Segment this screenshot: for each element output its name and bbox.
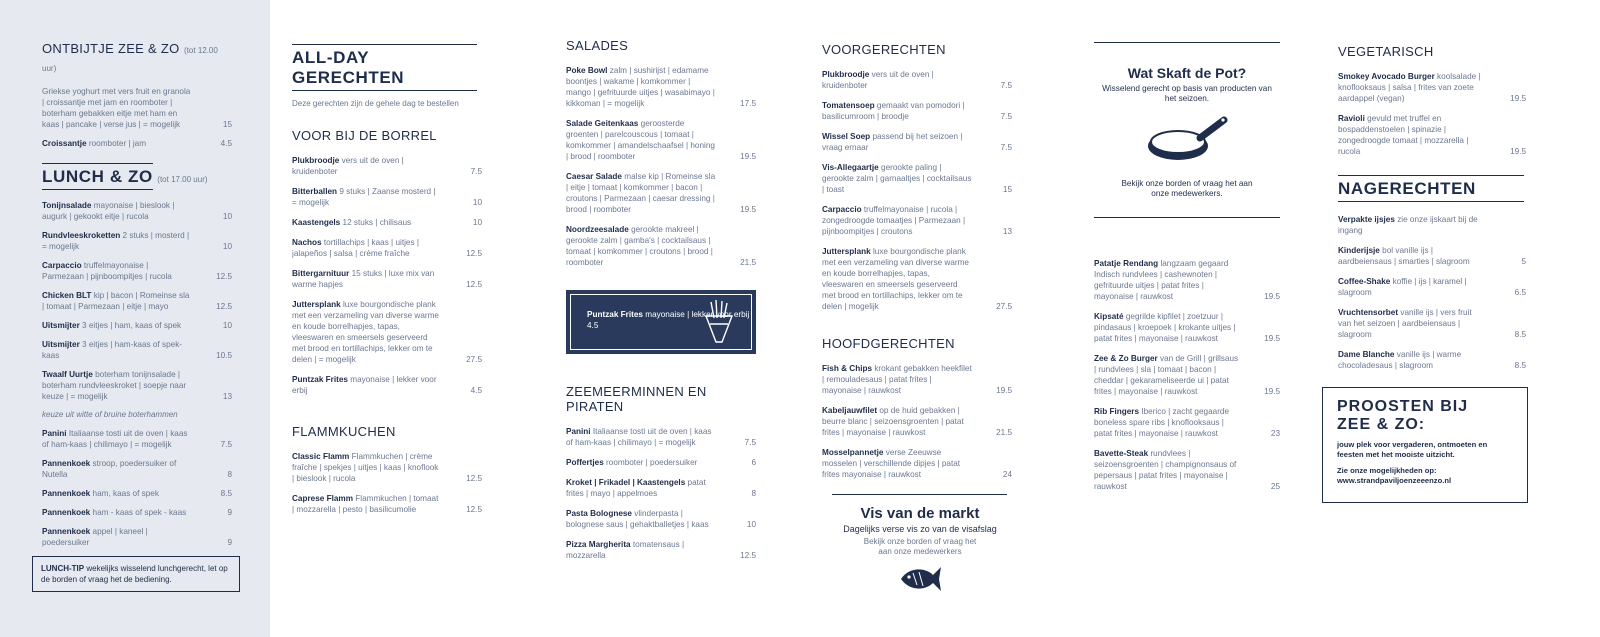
menu-item xyxy=(566,477,756,499)
column-all-day xyxy=(292,44,482,524)
menu-item-name: Vis-Allegaartje xyxy=(822,163,879,172)
menu-item xyxy=(566,426,756,448)
menu-item-price: 19.5 xyxy=(740,205,756,214)
menu-item xyxy=(42,290,232,312)
desserts-list xyxy=(1338,214,1526,371)
menu-item-name: Wissel Soep xyxy=(822,132,871,141)
menu-item-price: 7.5 xyxy=(1000,81,1012,90)
menu-item-price: 6.5 xyxy=(1514,288,1526,297)
desserts-title: NAGERECHTEN xyxy=(1338,175,1524,202)
lunch-title: LUNCH & ZO xyxy=(42,163,153,190)
menu-item-price: 23 xyxy=(1270,429,1280,438)
lunch-tip-box xyxy=(32,556,240,592)
menu-item-price: 8 xyxy=(751,489,756,498)
menu-item-name: Pasta Bolognese xyxy=(566,509,632,518)
menu-item-price: 12.5 xyxy=(466,474,482,483)
menu-item xyxy=(42,320,232,331)
lunch-subtitle: (tot 17.00 uur) xyxy=(157,175,208,184)
breakfast-title: ONTBIJTJE ZEE & ZO xyxy=(42,41,180,56)
menu-item-name: Verpakte ijsjes xyxy=(1338,215,1395,224)
menu-item-price: 12.5 xyxy=(466,249,482,258)
menu-item-description: gegrilde kipfilet | zoetzuur | pindasaus | kroepoek | krokante uitjes | patat frites | mayonaise | rauwkost xyxy=(1094,312,1236,343)
menu-item xyxy=(292,268,482,290)
menu-item xyxy=(292,186,482,208)
fries-promo xyxy=(566,290,756,354)
menu-item-name: Patatje Rendang xyxy=(1094,259,1159,268)
menu-item-price: 13 xyxy=(222,392,232,401)
menu-item-description: roomboter | poedersuiker xyxy=(606,458,698,467)
fish-divider xyxy=(832,494,1007,495)
menu-item-price: 15 xyxy=(1002,185,1012,194)
pot-text: Bekijk onze borden of vraag het aan onze medewerkers. xyxy=(1121,179,1253,198)
menu-item xyxy=(292,155,482,177)
menu-item-description: verse Zeeuwse mosselen | verschillende dipjes | patat frites mayonaise | rauwkost xyxy=(822,448,961,479)
fries-cone-icon xyxy=(702,298,736,346)
borrel-list xyxy=(292,155,482,396)
menu-item-price: 19.5 xyxy=(1264,387,1280,396)
menu-item-description: Flammkuchen | crème fraîche | spekjes | uitjes | kaas | knoflook | bieslook | rucola xyxy=(292,452,439,483)
menu-item-description: luxe bourgondische plank met een verzameling van diverse warme en koude borrelhapjes, tapas, vleeswaren en smeersels geserveerd met brood en tortillachips, lekker om te delen | = mogelijk xyxy=(292,300,439,364)
starters-list xyxy=(822,69,1012,312)
menu-item xyxy=(292,217,482,228)
menu-item-description: op de huid gebakken | beurre blanc | seizoensgroenten | patat frites | mayonaise | rauwkost xyxy=(822,406,964,437)
menu-item-description: gemaakt van pomodori | basilicumroom | broodje xyxy=(822,101,965,121)
menu-item xyxy=(1338,307,1526,340)
menu-item xyxy=(42,230,232,252)
frying-pan-icon xyxy=(1142,108,1232,170)
menu-item-description: stroop, poedersuiker of Nutella xyxy=(42,459,177,479)
menu-item-price: 8.5 xyxy=(1514,330,1526,339)
lunch-list xyxy=(42,200,232,402)
menu-item-price: 21.5 xyxy=(996,428,1012,437)
proosten-url: www.strandpaviljoenzeeenzo.nl xyxy=(1337,476,1452,485)
menu-item xyxy=(822,447,1012,480)
menu-item-name: Classic Flamm xyxy=(292,452,350,461)
menu-item-suffix: = mogelijk xyxy=(140,120,181,129)
menu-item-description: Iberico | zacht gegaarde boneless spare ribs | knoflooksaus | patat frites | mayonaise | rauwkost xyxy=(1094,407,1230,438)
menu-item-name: Bavette-Steak xyxy=(1094,449,1149,458)
menu-item-price: 17.5 xyxy=(740,99,756,108)
vegetarian-list xyxy=(1338,71,1526,157)
menu-item-name: Twaalf Uurtje xyxy=(42,370,93,379)
menu-item-price: 10.5 xyxy=(216,351,232,360)
menu-item xyxy=(1338,113,1526,157)
menu-item-price: 12.5 xyxy=(740,551,756,560)
menu-item-price: 19.5 xyxy=(740,152,756,161)
menu-item-name: Dame Blanche xyxy=(1338,350,1395,359)
menu-item-name: Juttersplank xyxy=(822,247,871,256)
menu-item-name: Pannenkoek xyxy=(42,459,91,468)
menu-item xyxy=(42,488,232,499)
col5-mains-list xyxy=(1094,258,1280,492)
menu-item-price: 15 xyxy=(222,120,232,129)
menu-item-price: 12.5 xyxy=(216,302,232,311)
menu-item xyxy=(566,457,756,468)
breakfast-subtitle: (tot 12.00 uur) xyxy=(42,46,218,73)
menu-item-price: 12.5 xyxy=(466,505,482,514)
menu-item-name: Pannenkoek xyxy=(42,489,91,498)
menu-item xyxy=(566,118,756,162)
salads-title: SALADES xyxy=(566,38,629,53)
lunch-list-2 xyxy=(42,428,232,548)
menu-item-price: 25 xyxy=(1270,482,1280,491)
pot-block xyxy=(1094,43,1280,199)
menu-item-name: Puntzak Frites xyxy=(292,375,348,384)
menu-item xyxy=(292,451,482,484)
all-day-intro: Deze gerechten zijn de gehele dag te bestellen xyxy=(292,99,459,108)
menu-item-name: Kipsaté xyxy=(1094,312,1124,321)
menu-item-name: Plukbroodje xyxy=(292,156,340,165)
column-pot-mains xyxy=(1094,42,1280,501)
menu-item-name: Bitterballen xyxy=(292,187,338,196)
menu-item-name: Tomatensoep xyxy=(822,101,875,110)
menu-item-description: 2 stuks | mosterd | = mogelijk xyxy=(42,231,190,251)
menu-item xyxy=(1338,71,1526,104)
menu-item-name: Coffee-Shake xyxy=(1338,277,1391,286)
proosten-box xyxy=(1322,387,1528,503)
menu-item-description: Flammkuchen | tomaat | mozzarella | pesto | basilicumolie xyxy=(292,494,439,514)
menu-item-description: vers uit de oven | kruidenboter xyxy=(822,70,934,90)
menu-item-name: Kaastengels xyxy=(292,218,341,227)
proosten-title-1: PROOSTEN BIJ xyxy=(1337,398,1469,415)
flammkuchen-list xyxy=(292,451,482,515)
menu-item xyxy=(566,539,756,561)
menu-item-description: mayonaise | bieslook | augurk | gekookt eitje | rucola xyxy=(42,201,175,221)
menu-item-price: 5 xyxy=(1521,257,1526,266)
menu-item-price: 7.5 xyxy=(470,167,482,176)
fish-icon xyxy=(895,561,945,597)
menu-item xyxy=(292,299,482,365)
menu-item-description: koolsalade | knoflooksaus | salsa | frites van zoete aardappel (vegan) xyxy=(1338,72,1481,103)
menu-item xyxy=(1094,448,1280,492)
column-breakfast-lunch xyxy=(42,40,232,592)
menu-item-price: 6 xyxy=(751,458,756,467)
menu-item-description: luxe bourgondische plank met een verzameling van diverse warme en koude borrelhapjes, tapas, vleeswaren en smeersels geserveerd met brood en tortillachips, lekker om te delen | mogelijk xyxy=(822,247,969,311)
menu-item xyxy=(1338,349,1526,371)
menu-item xyxy=(822,69,1012,91)
menu-item-name: Caprese Flamm xyxy=(292,494,353,503)
menu-item-name: Noordzeesalade xyxy=(566,225,629,234)
menu-item-description: tomatensaus | mozzarella xyxy=(566,540,685,560)
kids-list xyxy=(566,426,756,561)
menu-item-name: Uitsmijter xyxy=(42,340,80,349)
menu-item-description: 9 stuks | Zaanse mosterd | = mogelijk xyxy=(292,187,436,207)
menu-item-name: Fish & Chips xyxy=(822,364,873,373)
lunch-heading xyxy=(42,163,232,190)
menu-item-name: Smokey Avocado Burger xyxy=(1338,72,1435,81)
menu-item xyxy=(42,369,232,402)
menu-item-price: 21.5 xyxy=(740,258,756,267)
lunch-tip-text: wekelijks wisselend lunchgerecht, let op de borden of vraag het de bediening. xyxy=(41,564,228,584)
breakfast-list xyxy=(42,86,232,149)
menu-item-price: 9 xyxy=(227,508,232,517)
menu-item-price: 8.5 xyxy=(220,489,232,498)
menu-item xyxy=(42,526,232,548)
menu-item-price: 7.5 xyxy=(1000,112,1012,121)
menu-item-description: tortillachips | kaas | uitjes | jalapeños | salsa | crème fraîche xyxy=(292,238,419,258)
all-day-title: ALL-DAY GERECHTEN xyxy=(292,44,477,91)
menu-item-description: zalm | sushirijst | edamame boontjes | wakame | komkommer | mango | gefrituurde uitjes | wasabimayo | kikkoman | = mogelijk xyxy=(566,66,715,108)
menu-item-description: koffie | ijs | karamel | slagroom xyxy=(1338,277,1467,297)
menu-item-description: patat frites | mayo | appelmoes xyxy=(566,478,706,498)
menu-item xyxy=(822,363,1012,396)
menu-item xyxy=(292,493,482,515)
menu-item xyxy=(42,458,232,480)
menu-item-name: Zee & Zo Burger xyxy=(1094,354,1158,363)
menu-item-name: Caesar Salade xyxy=(566,172,622,181)
menu-item-description: 15 stuks | luxe mix van warme hapjes xyxy=(292,269,435,289)
menu-item xyxy=(822,131,1012,153)
menu-item-description: 3 eitjes | ham, kaas of spek xyxy=(82,321,182,330)
menu-item-price: 7.5 xyxy=(744,438,756,447)
menu-item-price: 19.5 xyxy=(1510,147,1526,156)
menu-item-price: 10 xyxy=(472,218,482,227)
salads-list xyxy=(566,65,756,268)
menu-item-name: Carpaccio xyxy=(42,261,82,270)
menu-item-description: Italiaanse tosti uit de oven | kaas of ham-kaas | chilimayo | = mogelijk xyxy=(566,427,712,447)
menu-item xyxy=(42,138,232,149)
proosten-text: jouw plek voor vergaderen, ontmoeten en feesten met het mooiste uitzicht. xyxy=(1337,440,1488,459)
menu-item-name: Uitsmijter xyxy=(42,321,80,330)
menu-item xyxy=(822,100,1012,122)
menu-item-description: vlinderpasta | bolognese saus | gehaktballetjes | kaas xyxy=(566,509,709,529)
menu-item xyxy=(1338,245,1526,267)
menu-item-description: vanille ijs | warme chocoladesaus | slagroom xyxy=(1338,350,1462,370)
column-vegetarian-desserts xyxy=(1338,44,1526,503)
menu-item-description: krokant gebakken heekfilet | remouladesaus | patat frites | mayonaise | rauwkost xyxy=(822,364,972,395)
fish-market-title: Vis van de markt xyxy=(860,505,980,522)
menu-item-name: Juttersplank xyxy=(292,300,341,309)
menu-item xyxy=(566,65,756,109)
menu-item-name: Pannenkoek xyxy=(42,508,91,517)
fries-promo-name: Puntzak Frites xyxy=(587,310,643,319)
menu-item-description: langzaam gegaard Indisch rundvlees | cashewnoten | gefrituurde uitjes | patat frites | mayonaise | rauwkost xyxy=(1094,259,1229,301)
borrel-title: VOOR BIJ DE BORREL xyxy=(292,128,437,143)
lunch-tip-label: LUNCH-TIP xyxy=(41,564,85,573)
menu-item-price: 19.5 xyxy=(1510,94,1526,103)
menu-item xyxy=(292,237,482,259)
menu-item-description: truffelmayonaise | Parmezaan | pijnboompitjes | rucola xyxy=(42,261,172,281)
menu-item-name: Nachos xyxy=(292,238,322,247)
menu-item-name: Pizza Margherita xyxy=(566,540,631,549)
fries-promo-text: mayonaise | lekker voor erbij 4.5 xyxy=(587,310,750,330)
pot-subtitle: Wisselend gerecht op basis van producten van het seizoen. xyxy=(1102,84,1272,103)
mains-title: HOOFDGERECHTEN xyxy=(822,336,955,351)
menu-item-price: 19.5 xyxy=(1264,334,1280,343)
menu-item-price: 7.5 xyxy=(1000,143,1012,152)
all-day-heading xyxy=(292,44,482,91)
menu-item-price: 13 xyxy=(1002,227,1012,236)
proosten-text-2: Zie onze mogelijkheden op: xyxy=(1337,466,1437,475)
menu-item-price: 19.5 xyxy=(1264,292,1280,301)
menu-item xyxy=(42,200,232,222)
menu-item-price: 7.5 xyxy=(220,440,232,449)
menu-item xyxy=(42,428,232,450)
menu-item-description: Griekse yoghurt met vers fruit en granola | croissantje met jam en roomboter | boterham gebakken eitje met ham en kaas | pancake | verse jus | xyxy=(42,87,191,129)
menu-item xyxy=(1094,406,1280,439)
menu-item-name: Bittergarnituur xyxy=(292,269,350,278)
menu-item xyxy=(1338,214,1526,236)
menu-item-description: appel | kaneel | poedersuiker xyxy=(42,527,148,547)
mains-list xyxy=(822,363,1012,480)
menu-item-description: vanille ijs | vers fruit van het seizoen | aardbeiensaus | slagroom xyxy=(1338,308,1472,339)
menu-item-name: Salade Geitenkaas xyxy=(566,119,639,128)
menu-item xyxy=(822,405,1012,438)
menu-item-description: vers uit de oven | kruidenboter xyxy=(292,156,404,176)
menu-item-description: rundvlees | seizoensgroenten | champignonsaus of pepersaus | patat frites | mayonaise | rauwkost xyxy=(1094,449,1237,491)
menu-item-description: gerookte makreel | gerookte zalm | gamba's | cocktailsaus | tomaat | komkommer | croutons | brood | roomboter xyxy=(566,225,713,267)
menu-item-name: Tonijnsalade xyxy=(42,201,92,210)
menu-item-description: truffelmayonaise | rucola | zongedroogde tomaatjes | Parmezaan | pijnboompitjes | croutons xyxy=(822,205,966,236)
menu-item-price: 4.5 xyxy=(470,386,482,395)
menu-item-name: Croissantje xyxy=(42,139,87,148)
menu-item-price: 8.5 xyxy=(1514,361,1526,370)
breakfast-heading xyxy=(42,40,232,76)
menu-item-name: Poke Bowl xyxy=(566,66,608,75)
kids-title: ZEEMEERMINNEN EN PIRATEN xyxy=(566,384,707,414)
menu-item xyxy=(566,171,756,215)
menu-item xyxy=(1094,258,1280,302)
menu-item-description: boterham tonijnsalade | boterham rundvleeskroket | soepje naar keuze | = mogelijk xyxy=(42,370,187,401)
starters-title: VOORGERECHTEN xyxy=(822,42,946,57)
menu-item-name: Ravioli xyxy=(1338,114,1365,123)
menu-item-name: Panini xyxy=(42,429,67,438)
menu-item-name: Panini xyxy=(566,427,591,436)
menu-item-name: Kinderijsje xyxy=(1338,246,1380,255)
menu-item-description: ham - kaas of spek - kaas xyxy=(92,508,187,517)
pot-divider-bottom xyxy=(1094,217,1280,218)
lunch-note: keuze uit witte of bruine boterhammen xyxy=(42,410,178,419)
menu-item xyxy=(1338,276,1526,298)
fish-market-subtitle: Dagelijks verse vis zo van de visafslag xyxy=(843,524,997,534)
menu-item-price: 27.5 xyxy=(996,302,1012,311)
menu-item-description: ham, kaas of spek xyxy=(92,489,159,498)
menu-item xyxy=(42,507,232,518)
menu-item-description: 3 eitjes | ham-kaas of spek-kaas xyxy=(42,340,183,360)
menu-item-name: Kabeljauwfilet xyxy=(822,406,878,415)
menu-item-name: Rib Fingers xyxy=(1094,407,1140,416)
menu-item-description: van de Grill | grillsaus | rundvlees | sla | tomaat | bacon | cheddar | gekarameliseerde ui | patat frites | mayonaise | rauwkost xyxy=(1094,354,1239,396)
menu-item-name: Chicken BLT xyxy=(42,291,92,300)
menu-item-description: gevuld met truffel en bospaddenstoelen | spinazie | zongedroogde tomaat | mozzarella | rucola xyxy=(1338,114,1469,156)
menu-item xyxy=(1094,353,1280,397)
menu-item-name: Plukbroodje xyxy=(822,70,870,79)
menu-item-price: 12.5 xyxy=(466,280,482,289)
fish-market-text: Bekijk onze borden of vraag het aan onze medewerkers xyxy=(863,537,977,556)
menu-item xyxy=(566,224,756,268)
menu-item xyxy=(292,374,482,396)
menu-item-description: zie onze ijskaart bij de ingang xyxy=(1338,215,1478,235)
menu-item xyxy=(822,162,1012,195)
column-starters-mains xyxy=(822,42,1012,602)
menu-item-price: 9 xyxy=(227,538,232,547)
menu-item xyxy=(42,86,232,130)
menu-item xyxy=(42,339,232,361)
menu-item-price: 10 xyxy=(472,198,482,207)
vegetarian-title: VEGETARISCH xyxy=(1338,44,1434,59)
menu-item-price: 19.5 xyxy=(996,386,1012,395)
menu-item-description: Italiaanse tosti uit de oven | kaas of ham-kaas | chilimayo | = mogelijk xyxy=(42,429,188,449)
menu-item-name: Carpaccio xyxy=(822,205,862,214)
menu-item-name: Rundvleeskroketten xyxy=(42,231,121,240)
menu-item-price: 24 xyxy=(1002,470,1012,479)
menu-item-name: Pannenkoek xyxy=(42,527,91,536)
menu-item xyxy=(1094,311,1280,344)
menu-item-description: passend bij het seizoen | vraag ernaar xyxy=(822,132,963,152)
proosten-title-2: ZEE & ZO: xyxy=(1337,416,1426,433)
menu-item-price: 4.5 xyxy=(220,139,232,148)
menu-item-price: 10 xyxy=(222,242,232,251)
menu-item-description: 12 stuks | chilisaus xyxy=(342,218,412,227)
menu-item-price: 10 xyxy=(222,212,232,221)
menu-item xyxy=(566,508,756,530)
menu-item-description: kip | bacon | Romeinse sla | tomaat | Parmezaan | eitje | mayo xyxy=(42,291,190,311)
menu-item-description: malse kip | Romeinse sla | eitje | tomaat | komkommer | bacon | croutons | Parmezaan | caesar dressing | brood | roomboter xyxy=(566,172,716,214)
menu-item-description: gerookte paling | gerookte zalm | garnaaltjes | cocktailsaus | toast xyxy=(822,163,972,194)
menu-item-price: 10 xyxy=(222,321,232,330)
menu-item-name: Poffertjes xyxy=(566,458,604,467)
menu-item-name: Mosselpannetje xyxy=(822,448,884,457)
menu-item-price: 10 xyxy=(746,520,756,529)
flammkuchen-title: FLAMMKUCHEN xyxy=(292,424,396,439)
desserts-heading xyxy=(1338,175,1526,202)
menu-item-price: 8 xyxy=(227,470,232,479)
menu-item-name: Vruchtensorbet xyxy=(1338,308,1399,317)
fish-market-block xyxy=(822,505,1018,602)
menu-item-description: roomboter | jam xyxy=(88,139,147,148)
column-salads-kids xyxy=(566,38,756,570)
menu-item-price: 12.5 xyxy=(216,272,232,281)
pot-title: Wat Skaft de Pot? xyxy=(1127,65,1247,81)
menu-item-description: mayonaise | lekker voor erbij xyxy=(292,375,437,395)
menu-item-name: Kroket | Frikadel | Kaastengels xyxy=(566,478,686,487)
menu-item xyxy=(822,204,1012,237)
menu-item xyxy=(42,260,232,282)
menu-item-price: 27.5 xyxy=(466,355,482,364)
menu-item-description: geroosterde groenten | parelcouscous | tomaat | komkommer | amandelschaafsel | honing | brood | roomboter xyxy=(566,119,715,161)
menu-item xyxy=(822,246,1012,312)
menu-item-description: bol vanille ijs | aardbeiensaus | smarties | slagroom xyxy=(1338,246,1470,266)
